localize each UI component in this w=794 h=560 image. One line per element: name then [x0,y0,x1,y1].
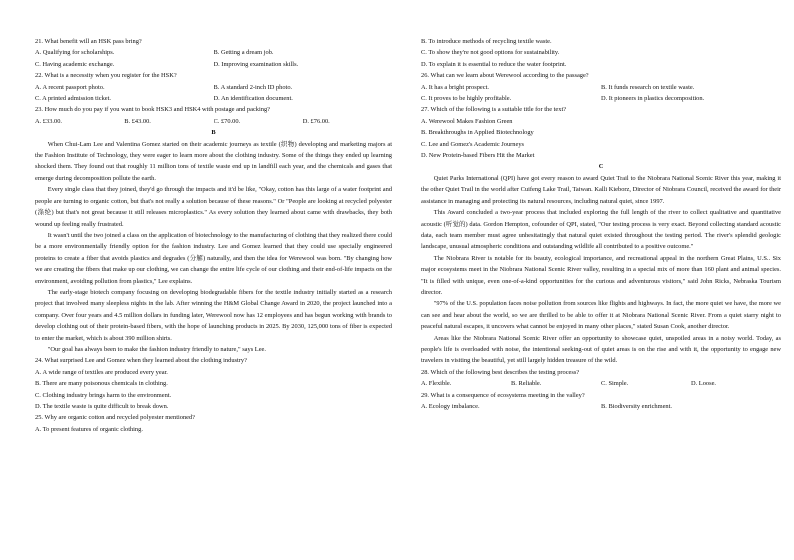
option-b: B. £43.00. [124,117,151,125]
question-22-stem: 22. What is a necessity when you register for the HSK? [35,72,177,80]
option-a: A. Qualifying for scholarships. [35,49,115,57]
option-c: C. Clothing industry brings harm to the environment. [35,391,172,399]
option-c: C. A printed admission ticket. [35,95,111,103]
question-29-options [421,401,781,412]
option-c: C. It proves to be highly profitable. [421,95,512,103]
option-d: D. New Protein-based Fibers Hit the Market [421,152,535,160]
option-d: D. £76.00. [302,117,330,125]
question-23 [35,104,392,127]
option-b: B. Biodiversity enrichment. [601,403,672,410]
option-a: A. Flexible. [421,380,452,388]
question-26 [421,70,781,104]
option-b: B. To introduce methods of recycling textile waste. [421,38,552,45]
option-d: D. To explain it is essential to reduce the water footprint. [421,60,567,68]
passage-c [421,173,781,367]
option-c: C. £70.00. [213,117,241,125]
option-c: C. Having academic exchange. [35,60,115,68]
question-25 [35,412,392,435]
question-22 [35,70,392,104]
question-25-stem: 25. Why are organic cotton and recycled polyester mentioned? [35,414,196,422]
question-29-stem: 29. What is a consequence of ecosystems meeting in the valley? [421,391,585,399]
option-d: D. Loose. [691,380,717,388]
question-21-options [35,47,392,58]
option-a: A. Ecology imbalance. [421,403,480,410]
left-column [35,36,392,435]
question-21-options [35,59,392,70]
question-23-stem: 23. How much do you pay if you want to book HSK3 and HSK4 with postage and packing? [35,106,271,114]
option-c: C. Lee and Gomez's Academic Journeys [421,140,525,148]
option-b: B. Reliable. [511,380,542,388]
passage-c-paragraph: Quiet Parks International (QPI) have got every reason to award Quiet Trail to the Niobrara National Scenic River this year, making it the other Quiet Trail in the world after Cuifeng Lake Trail, Taiwan. Kalli Kieborz, Director of Niobrara Council, received the award for their assistance in managing and protecting its natural resources, including natural quiet, since 1997. [421,174,781,205]
option-b: B. Breakthroughs in Applied Biotechnology [421,129,534,137]
question-21-stem: 21. What benefit will an HSK pass bring? [35,38,142,45]
option-b: B. A standard 2-inch ID photo. [213,83,293,91]
option-b: B. There are many poisonous chemicals in clothing. [35,380,168,388]
question-27-stem: 27. Which of the following is a suitable title for the text? [421,106,567,114]
question-28-stem: 28. Which of the following best describes the testing process? [421,368,580,376]
passage-b [35,139,392,356]
passage-b-paragraph: Every single class that they joined, they'd go through the impacts and it'd be like, "Okay, cotton has this large of a water footprint and people are turning to organic cotton, but that's not really a solution because of these reasons." Or "People are looking at recycled polyester (涤纶) but that's not great because it still releases microplastics." As every solution they learned about came with drawbacks, they both wound up feeling really frustrated. [35,186,392,228]
option-d: D. An identification document. [213,95,293,103]
question-25-continued [421,36,781,70]
passage-c-paragraph: Areas like the Niobrara National Scenic River offer an opportunity to showcase quiet, unspoiled areas in a noisy world. Today, as people's life is overloaded with noise, the intentional seeking-out of quiet areas is on the rise and with it, the opportunity to engage new travelers in visiting the beautiful, yet still largely hidden treasure of the wild. [421,334,781,365]
question-21 [35,36,392,70]
question-26-options [421,93,781,104]
option-b: B. Getting a dream job. [213,49,274,57]
question-28 [421,367,781,390]
option-a: A. A recent passport photo. [35,83,105,91]
section-c-heading: C [598,163,604,171]
section-b-heading: B [211,129,216,137]
question-24 [35,355,392,412]
option-a: A. Werewool Makes Fashion Green [421,117,513,125]
question-23-options [35,116,392,127]
option-d: D. The textile waste is quite difficult to break down. [35,403,169,410]
option-b: B. It funds research on textile waste. [601,83,695,91]
option-d: D. Improving examination skills. [213,60,299,68]
passage-c-paragraph: "97% of the U.S. population faces noise pollution from sources like flights and highways. In fact, the more quiet we have, the more we can see and hear about the world, so we are thrilled to be able to offer it at Niobrara National Scenic River. From a quiet starry night to peaceful natural escapes, it uncovers what cannot be enjoyed in many other places," stated Susan Cook, another director. [421,300,781,331]
option-d: D. It pioneers in plastics decomposition. [601,95,705,103]
passage-b-paragraph: "Our goal has always been to make the fashion industry friendly to nature," says Lee. [47,345,266,353]
question-26-options [421,82,781,93]
right-column [421,36,781,412]
passage-b-paragraph: The early-stage biotech company focusing on developing biodegradable fibers for the textile industry initially started as a research project that involved many sleepless nights in the lab. After winning the H&M Global Change Award in 2020, the project launched into a company. Over four years and 4.5 million dollars in funding later, Werewool now has 12 employees and has begun working with brands to develop clothing out of their protein-based fibers, with the hope of launching products in 2025. By 2030, 125,000 tons of fiber is expected to enter the market, which is about 390 million shirts. [35,288,392,342]
passage-b-paragraph: It wasn't until the two joined a class on the application of biotechnology to the manufacturing of clothing that they realized there could be a more environmentally friendly option for the fashion industry. Lee and Gomez learned that they could use specially engineered proteins to create a fiber that avoids plastics and degrades (分解) naturally, and then the idea for Werewool was born. "By changing how we are creating the fibers that make up our clothing, we can change the entire life cycle of our clothing and their end-of-life impacts on the environment, avoiding pollution from plastics," Lee explains. [35,231,392,285]
option-c: C. Simple. [601,380,629,388]
passage-c-paragraph: This Award concluded a two-year process that included exploring the full length of the river to collect qualitative and quantitative acoustic (听觉的) data. Gordon Hempton, cofounder of QPI, stated, "Our testing process is very exact. Beyond collecting standard acoustic data, each team member must agree unhesitatingly that natural quiet existed throughout the testing period. The river's splendid geologic landscape, unusual atmospheric conditions and outstanding wildlife all contributed to a positive outcome." [421,209,781,251]
option-c: C. To show they're not good options for sustainability. [421,49,560,57]
passage-c-paragraph: The Niobrara River is notable for its beauty, ecological importance, and recreational appeal in the northern Great Plains, U.S.. Six major ecosystems meet in the Niobrara National Scenic River valley, resulting in a special mix of more than 160 plant and animal species. "It is filled with unique, even one-of-a-kind opportunities for the curious and adventurous visitors," said John Ricks, Nebraska Tourism director. [421,254,781,296]
option-a: A. It has a bright prospect. [421,83,489,91]
question-22-options [35,93,392,104]
question-28-options [421,378,781,389]
question-29 [421,390,781,413]
option-a: A. £33.00. [35,117,62,125]
option-a: A. A wide range of textiles are produced every year. [35,368,168,376]
question-27 [421,104,781,161]
question-22-options [35,82,392,93]
option-a: A. To present features of organic clothing. [35,425,143,433]
passage-b-paragraph: When Chui-Lam Lee and Valentina Gomez started on their academic journeys as textile (织物) developing and marketing majors at the Fashion Institute of Technology, they were eager to learn more about the clothing industry. Some of the things they ended up learning shocked them. They found out that roughly 11 million tons of textile waste end up in landfill each year, and the chemicals and gases that emerge during decomposition pollute the earth. [35,140,392,182]
question-26-stem: 26. What can we learn about Werewool according to the passage? [421,72,589,80]
question-24-stem: 24. What surprised Lee and Gomez when they learned about the clothing industry? [35,357,247,365]
